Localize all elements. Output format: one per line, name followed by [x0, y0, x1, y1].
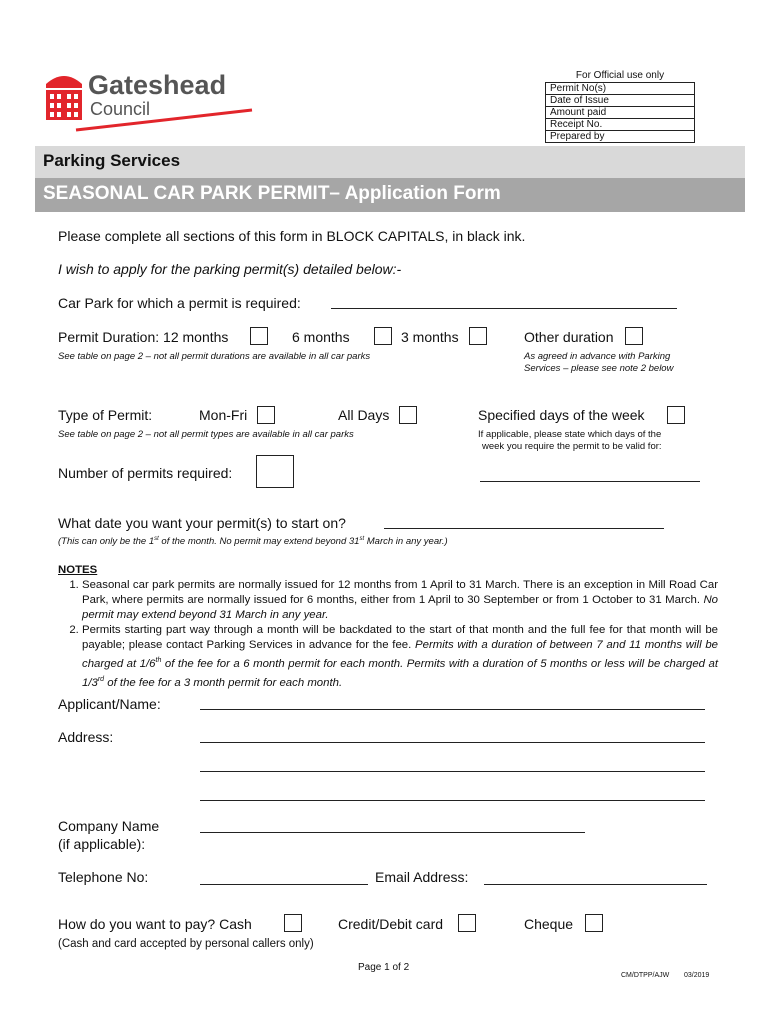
- logo-name-line1: Gateshead: [88, 70, 227, 100]
- address-field-line-1[interactable]: [200, 742, 705, 743]
- document-date: 03/2019: [684, 972, 710, 979]
- note-item-1: [82, 578, 718, 623]
- type-note: See table on page 2 – not all permit types are available in all car parks: [58, 429, 354, 440]
- note-2-sup-1: th: [155, 657, 162, 664]
- official-row-prepared-by: Prepared by: [546, 131, 695, 143]
- applicant-name-label: Applicant/Name:: [58, 696, 161, 712]
- payment-note: (Cash and card accepted by personal callers only): [58, 938, 314, 950]
- type-monfri-checkbox[interactable]: [257, 406, 275, 424]
- pay-cheque-checkbox[interactable]: [585, 914, 603, 932]
- pay-cheque-label: Cheque: [524, 916, 574, 932]
- address-field-line-2[interactable]: [200, 771, 705, 772]
- page-number: Page 1 of 2: [358, 962, 410, 973]
- duration-other-checkbox[interactable]: [625, 327, 643, 345]
- duration-other-note-1: As agreed in advance with Parking: [524, 351, 671, 362]
- logo-swoosh: [74, 104, 254, 134]
- duration-label: Permit Duration: 12 months: [58, 329, 229, 345]
- notes-list: [58, 578, 718, 691]
- pay-cash-checkbox[interactable]: [284, 914, 302, 932]
- application-statement: I wish to apply for the parking permit(s) detailed below:-: [58, 261, 402, 277]
- email-label: Email Address:: [375, 869, 469, 885]
- type-specified-label: Specified days of the week: [478, 407, 645, 423]
- telephone-field[interactable]: [200, 884, 368, 885]
- logo-name-line2: Council: [90, 99, 151, 119]
- type-alldays-checkbox[interactable]: [399, 406, 417, 424]
- note-2-sup-2: rd: [97, 675, 105, 683]
- type-specified-note-1: If applicable, please state which days of the: [478, 429, 662, 440]
- number-label: Number of permits required:: [58, 465, 233, 481]
- duration-3-label: 3 months: [401, 329, 459, 345]
- payment-label: How do you want to pay? Cash: [58, 916, 252, 932]
- note-2-italic-3: of the fee for a 3 month permit for each month.: [104, 676, 343, 689]
- duration-3-checkbox[interactable]: [469, 327, 487, 345]
- duration-other-note-2: Services – please see note 2 below: [524, 363, 674, 374]
- official-row-date-of-issue: Date of Issue: [546, 95, 695, 107]
- number-of-permits-field[interactable]: [256, 455, 294, 488]
- form-title-band: [35, 178, 745, 212]
- note-2-italic-1: Permits with a duration of between 7 and 11 months will be charged at 1/6: [82, 639, 718, 670]
- type-specified-note-2: week you require the permit to be valid for:: [482, 441, 662, 452]
- official-use-header: For Official use only: [575, 70, 665, 81]
- type-alldays-label: All Days: [338, 407, 390, 423]
- official-use-box: [545, 69, 695, 143]
- note-item-2: [82, 623, 718, 691]
- council-logo: [44, 72, 254, 134]
- note-1-italic: No permit may extend beyond 31 March in any year.: [82, 594, 718, 621]
- official-use-table: [545, 82, 695, 143]
- note-2-text: Permits starting part way through a month will be backdated to the start of that month and the full fee for that month will be payable; please contact Parking Services in advance for the fee.: [82, 624, 718, 651]
- duration-6-checkbox[interactable]: [374, 327, 392, 345]
- company-label-line1: Company Name: [58, 818, 160, 834]
- document-ref: CM/DTPP/AJW: [621, 972, 670, 979]
- duration-12-checkbox[interactable]: [250, 327, 268, 345]
- pay-card-label: Credit/Debit card: [338, 916, 444, 932]
- start-date-field[interactable]: [384, 528, 664, 529]
- address-field-line-3[interactable]: [200, 800, 705, 801]
- start-note-part-b: of the month. No permit may extend beyond 31: [158, 536, 360, 548]
- department-band: [35, 146, 745, 178]
- pay-card-checkbox[interactable]: [458, 914, 476, 932]
- start-note-sup-2: st: [359, 536, 365, 542]
- company-label-line2: (if applicable):: [58, 836, 146, 852]
- official-row-permit-no: Permit No(s): [546, 83, 695, 95]
- official-row-receipt-no: Receipt No.: [546, 119, 695, 131]
- company-name-field[interactable]: [200, 832, 585, 833]
- car-park-label: Car Park for which a permit is required:: [58, 295, 301, 311]
- duration-note: See table on page 2 – not all permit durations are available in all car parks: [58, 351, 371, 362]
- start-date-note: [58, 536, 448, 547]
- specified-days-field[interactable]: [480, 481, 700, 482]
- start-note-part-c: March in any year.): [364, 536, 448, 548]
- start-note-part-a: (This can only be the 1: [58, 536, 155, 548]
- telephone-label: Telephone No:: [58, 869, 149, 885]
- type-label: Type of Permit:: [58, 407, 153, 423]
- address-label: Address:: [58, 729, 114, 745]
- car-park-field[interactable]: [331, 308, 677, 309]
- form-title: SEASONAL CAR PARK PERMIT– Application Form: [43, 183, 501, 204]
- start-note-sup-1: st: [154, 536, 159, 542]
- duration-other-label: Other duration: [524, 329, 614, 345]
- notes-section: [58, 563, 718, 691]
- start-date-label: What date you want your permit(s) to start on?: [58, 515, 346, 531]
- note-1-text: Seasonal car park permits are normally issued for 12 months from 1 April to 31 March. There is an exception in Mill Road Car Park, where permits are normally issued for 6 months, either from 1 April to 30 September or from 1 October to 31 March.: [82, 579, 718, 606]
- type-specified-checkbox[interactable]: [667, 406, 685, 424]
- type-monfri-label: Mon-Fri: [199, 407, 248, 423]
- notes-title: NOTES: [58, 564, 98, 576]
- duration-6-label: 6 months: [292, 329, 350, 345]
- note-2-italic-2: of the fee for a 6 month permit for each month. Permits with a duration of 5 months or less will be charged at 1/3: [82, 657, 718, 689]
- department-title: Parking Services: [43, 151, 181, 170]
- applicant-name-field[interactable]: [200, 709, 705, 710]
- email-field[interactable]: [484, 884, 707, 885]
- official-row-amount-paid: Amount paid: [546, 107, 695, 119]
- instruction-text: Please complete all sections of this form in BLOCK CAPITALS, in black ink.: [58, 228, 526, 244]
